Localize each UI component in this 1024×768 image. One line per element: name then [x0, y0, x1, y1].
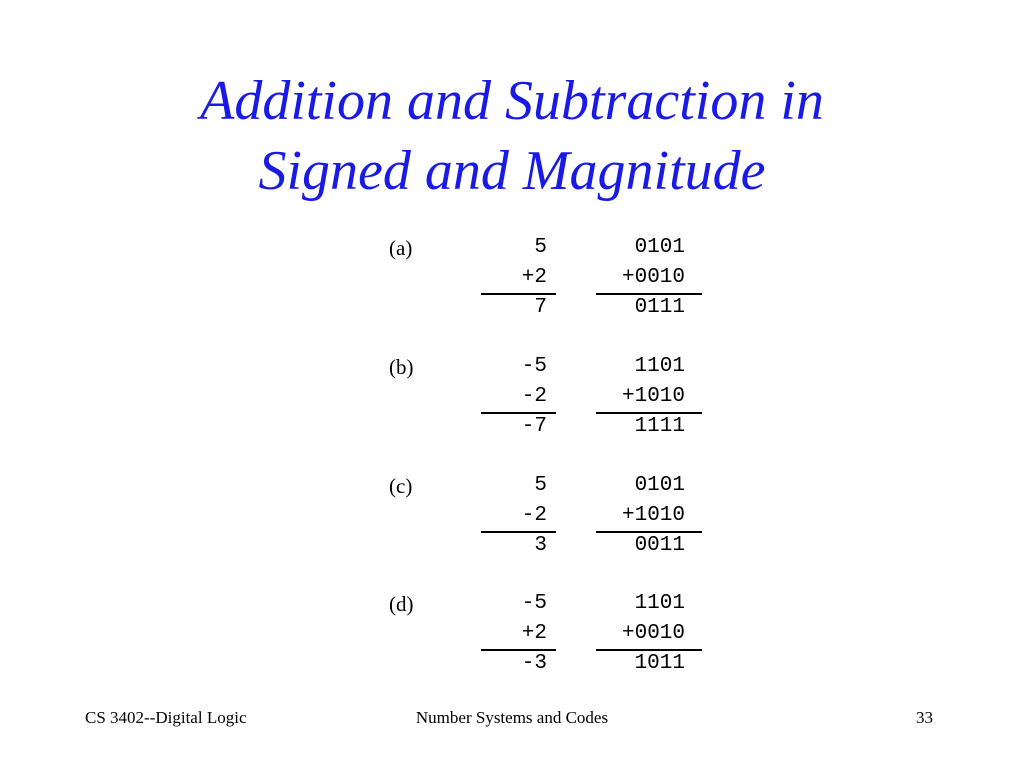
binary-result: 1111 — [634, 415, 685, 438]
decimal-result: -7 — [521, 415, 547, 438]
decimal-result: 7 — [534, 296, 547, 319]
binary-sum-rule — [596, 649, 702, 651]
problem-a — [0, 236, 1024, 332]
decimal-result: -3 — [521, 652, 547, 675]
problem-d — [0, 592, 1024, 688]
decimal-sum-rule — [481, 412, 556, 414]
binary-result: 1011 — [634, 652, 685, 675]
binary-result: 0111 — [634, 296, 685, 319]
decimal-operand-1: -5 — [521, 355, 547, 378]
problem-label: (a) — [389, 236, 413, 260]
problem-b — [0, 355, 1024, 451]
binary-operand-1: 0101 — [634, 474, 685, 497]
decimal-operand-2: +2 — [521, 266, 547, 289]
binary-sum-rule — [596, 531, 702, 533]
decimal-sum-rule — [481, 649, 556, 651]
decimal-sum-rule — [481, 531, 556, 533]
decimal-result: 3 — [534, 534, 547, 557]
binary-operand-2: +1010 — [621, 504, 685, 527]
binary-operand-2: +1010 — [621, 385, 685, 408]
decimal-operand-2: +2 — [521, 622, 547, 645]
problem-c — [0, 474, 1024, 570]
binary-operand-2: +0010 — [621, 622, 685, 645]
decimal-operand-1: -5 — [521, 592, 547, 615]
decimal-operand-1: 5 — [534, 236, 547, 259]
decimal-sum-rule — [481, 293, 556, 295]
problem-label: (d) — [389, 592, 414, 616]
binary-sum-rule — [596, 412, 702, 414]
decimal-operand-2: -2 — [521, 504, 547, 527]
binary-sum-rule — [596, 293, 702, 295]
title-line-1: Addition and Subtraction in — [200, 70, 824, 132]
footer-page-number: 33 — [916, 708, 933, 727]
problem-label: (b) — [389, 355, 414, 379]
binary-operand-2: +0010 — [621, 266, 685, 289]
binary-result: 0011 — [634, 534, 685, 557]
binary-operand-1: 1101 — [634, 355, 685, 378]
decimal-operand-2: -2 — [521, 385, 547, 408]
footer-topic: Number Systems and Codes — [415, 708, 609, 727]
binary-operand-1: 1101 — [634, 592, 685, 615]
title-line-2: Signed and Magnitude — [258, 140, 766, 202]
problem-label: (c) — [389, 474, 413, 498]
binary-operand-1: 0101 — [634, 236, 685, 259]
decimal-operand-1: 5 — [534, 474, 547, 497]
footer-course: CS 3402--Digital Logic — [85, 708, 247, 727]
